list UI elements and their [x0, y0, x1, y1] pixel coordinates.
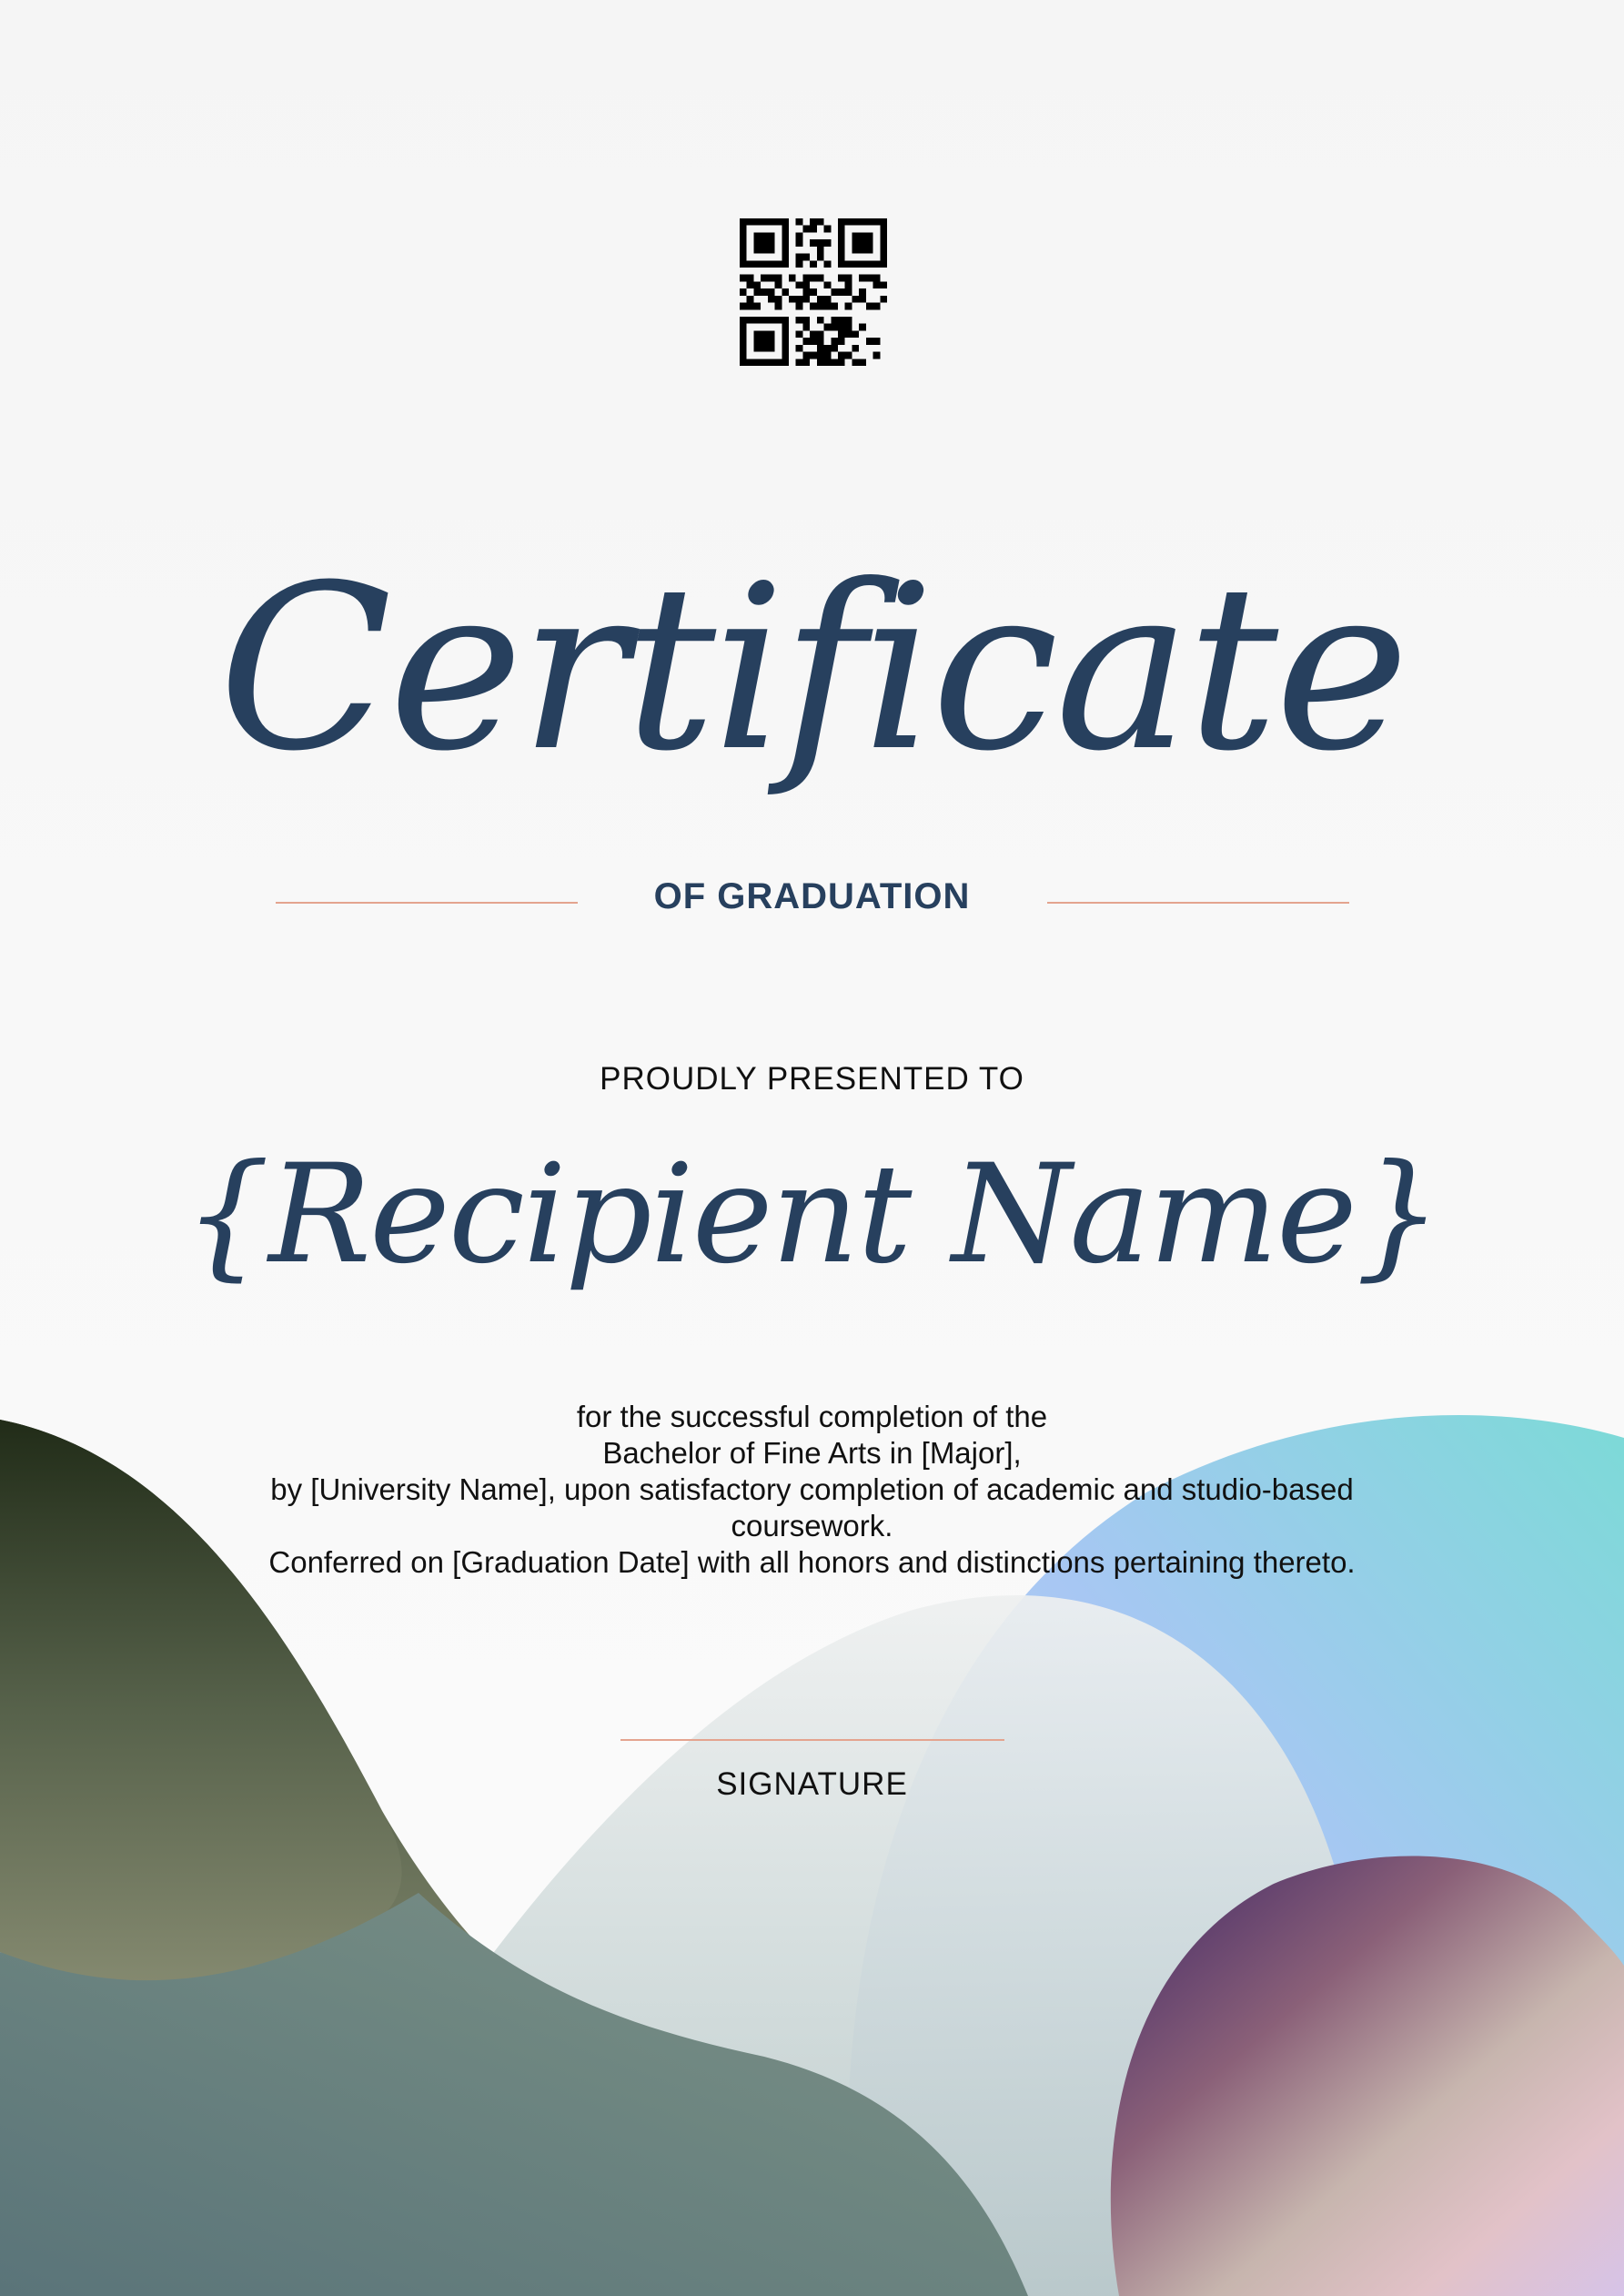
body-line-3: by [University Name], upon satisfactory completion of academic and studio-based — [270, 1472, 1354, 1506]
certificate-body — [209, 1399, 1415, 1581]
body-line-4: coursework. — [731, 1509, 893, 1542]
signature-line — [620, 1739, 1004, 1741]
qr-code-icon — [740, 218, 887, 366]
certificate-subtitle: OF GRADUATION — [653, 876, 971, 916]
body-line-1: for the successful completion of the — [576, 1400, 1048, 1433]
body-line-5: Conferred on [Graduation Date] with all honors and distinctions pertaining thereto. — [268, 1545, 1356, 1579]
presented-label: PROUDLY PRESENTED TO — [600, 1061, 1024, 1097]
recipient-name: {Recipient Name} — [183, 1136, 1441, 1294]
body-line-2: Bachelor of Fine Arts in [Major], — [602, 1436, 1022, 1470]
signature-label: SIGNATURE — [716, 1766, 908, 1802]
right-divider — [1047, 902, 1349, 904]
certificate-title: Certificate — [217, 536, 1407, 801]
